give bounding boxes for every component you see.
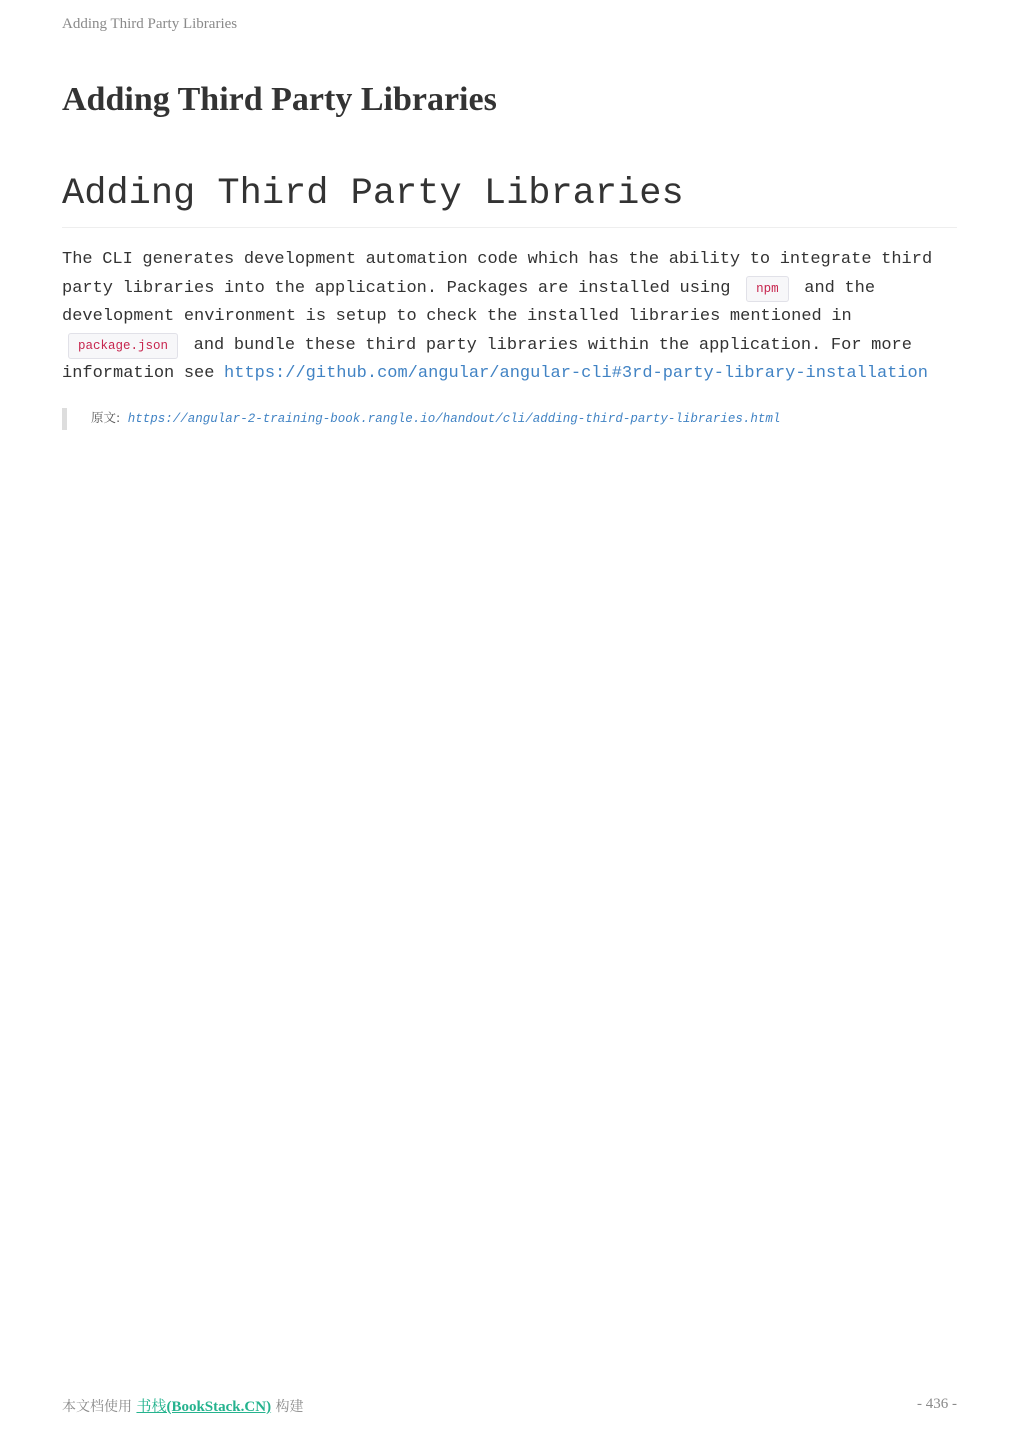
inline-code-npm: npm bbox=[746, 276, 789, 302]
footer-suffix: 构建 bbox=[275, 1399, 304, 1415]
source-blockquote bbox=[62, 408, 971, 430]
brand-english: (BookStack.CN) bbox=[166, 1399, 272, 1415]
paragraph-text-3: and bundle these third party libraries within the application. For more information see bbox=[62, 335, 912, 383]
brand-chinese: 书栈 bbox=[136, 1397, 167, 1415]
footer-prefix: 本文档使用 bbox=[62, 1399, 132, 1415]
inline-code-package-json: package.json bbox=[68, 333, 178, 359]
bookstack-link[interactable] bbox=[136, 1399, 271, 1415]
paragraph-text-1: The CLI generates development automation code which has the ability to integrate third party libraries into the application. Packages are installed using bbox=[62, 250, 933, 298]
running-header: Adding Third Party Libraries bbox=[62, 16, 238, 32]
section-title: Adding Third Party Libraries bbox=[62, 170, 957, 228]
chapter-title: Adding Third Party Libraries bbox=[62, 81, 497, 118]
page-number: - 436 - bbox=[917, 1396, 957, 1412]
footer-credit bbox=[62, 1395, 304, 1416]
source-link[interactable]: https://angular-2-training-book.rangle.io/handout/cli/adding-third-party-libraries.html bbox=[127, 412, 781, 426]
source-label: 原文: bbox=[91, 410, 121, 425]
angular-cli-link[interactable]: https://github.com/angular/angular-cli#3rd-party-library-installation bbox=[224, 364, 928, 383]
paragraph-text-2: and the development environment is setup to check the installed libraries mentioned in bbox=[62, 278, 876, 326]
body-paragraph bbox=[62, 246, 957, 389]
